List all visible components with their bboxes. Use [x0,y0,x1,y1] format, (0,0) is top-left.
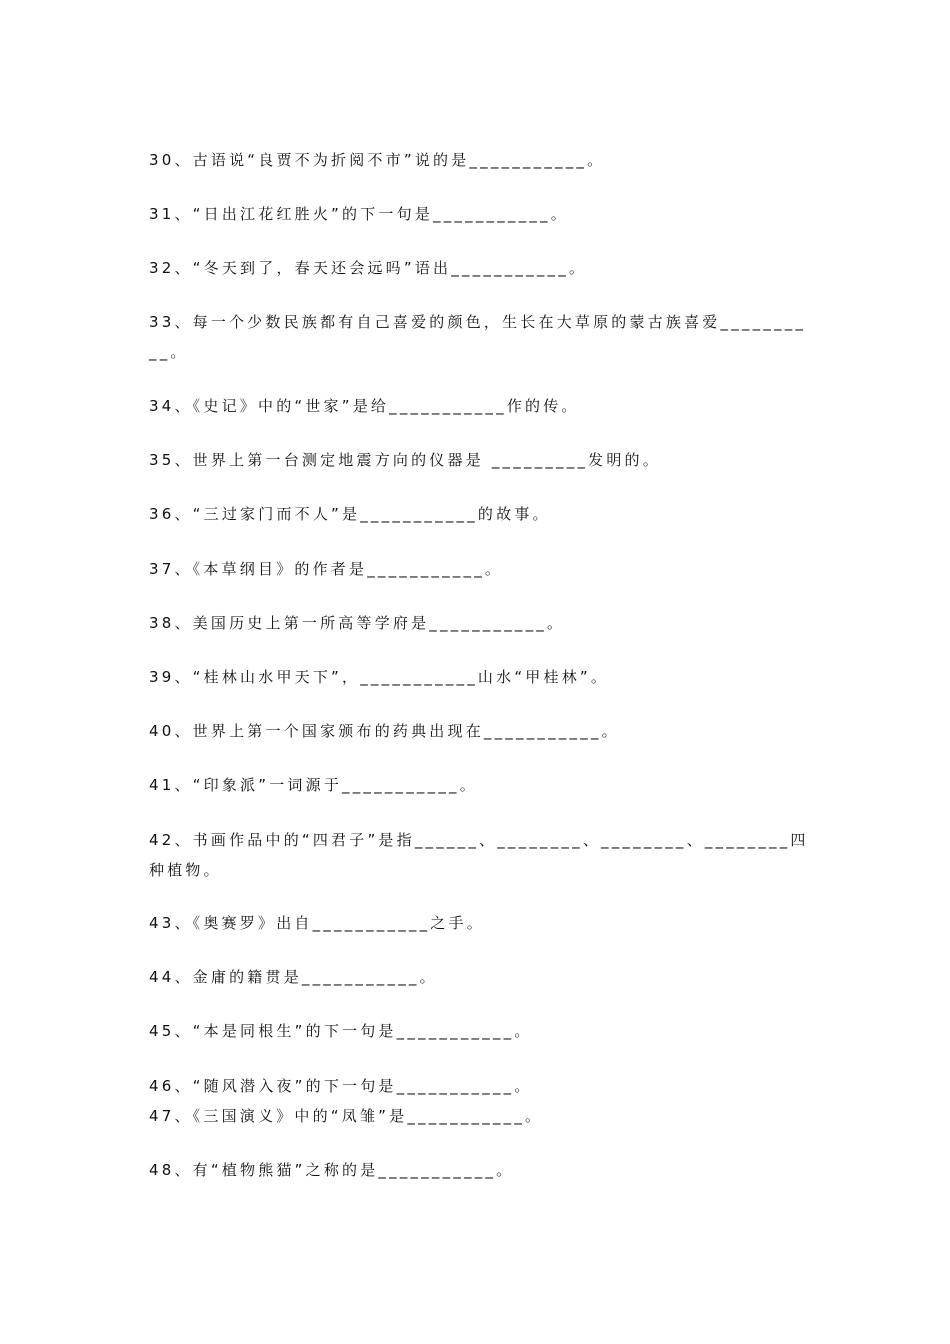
question-45: 45、“本是同根生”的下一句是___________。 [149,1022,533,1040]
question-40: 40、世界上第一个国家颁布的药典出现在___________。 [149,722,620,740]
question-39: 39、“桂林山水甲天下”，___________山水“甲桂林”。 [149,668,610,686]
question-44: 44、金庸的籍贯是___________。 [149,968,438,986]
question-37: 37、《本草纲目》的作者是___________。 [149,560,504,578]
question-36: 36、“三过家门而不人”是___________的故事。 [149,505,551,523]
question-42: 42、书画作品中的“四君子”是指______、________、________、________四种植物。 [149,831,809,879]
question-34: 34、《史记》中的“世家”是给___________作的传。 [149,397,580,415]
question-35: 35、世界上第一台测定地震方向的仪器是 _________发明的。 [149,451,661,469]
question-43: 43、《奥赛罗》出自___________之手。 [149,914,485,932]
question-41: 41、“印象派”一词源于___________。 [149,776,478,794]
question-48: 48、有“植物熊猫”之称的是___________。 [149,1161,515,1179]
question-46: 46、“随风潜入夜”的下一句是___________。 [149,1077,533,1095]
question-47: 47、《三国演义》中的“凤雏”是___________。 [149,1107,544,1125]
question-32: 32、“冬天到了，春天还会远吗”语出___________。 [149,259,588,277]
question-31: 31、“日出江花红胜火”的下一句是___________。 [149,205,569,223]
question-33: 33、每一个少数民族都有自己喜爱的颜色，生长在大草原的蒙古族喜爱__________。 [149,313,807,361]
question-30: 30、古语说“良贾不为折阅不市”说的是___________。 [149,151,606,169]
question-38: 38、美国历史上第一所高等学府是___________。 [149,614,566,632]
